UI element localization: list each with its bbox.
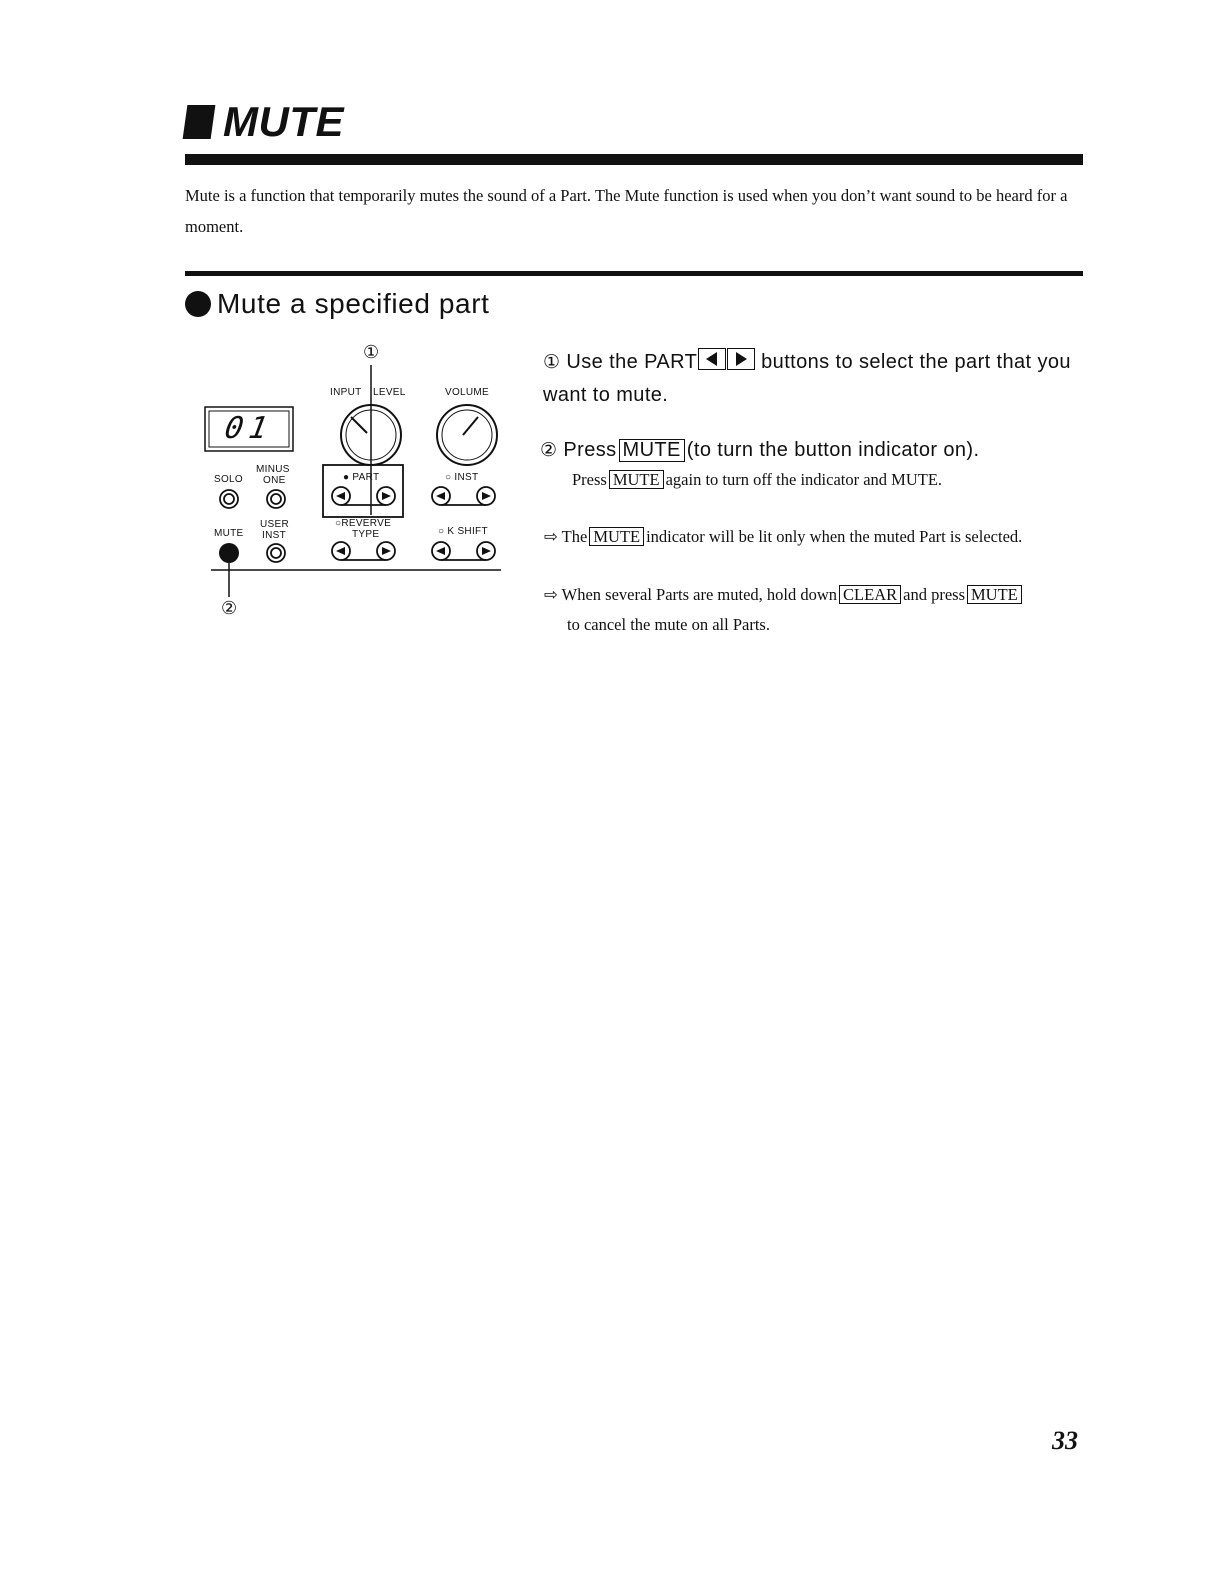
label-one: ONE xyxy=(263,475,286,486)
arrow-icon: ⇨ xyxy=(544,585,558,604)
step-2 xyxy=(540,434,1088,467)
note-2-mid: and press xyxy=(903,585,965,604)
mute-key-note[interactable]: MUTE xyxy=(609,470,664,489)
mute-key-note-2[interactable]: MUTE xyxy=(967,585,1022,604)
label-user: USER xyxy=(260,519,289,530)
label-user-inst: INST xyxy=(262,530,286,541)
note-1-pre: The xyxy=(561,527,588,546)
step-2-note-pre: Press xyxy=(572,470,607,489)
step-1 xyxy=(543,346,1088,411)
page-number: 33 xyxy=(1052,1426,1078,1455)
step-2-note-post: again to turn off the indicator and MUTE. xyxy=(665,470,943,489)
title-square-icon xyxy=(183,105,216,139)
step-2-note xyxy=(572,465,1092,494)
title-rule xyxy=(185,154,1083,165)
part-right-button[interactable] xyxy=(727,348,755,370)
mute-key[interactable]: MUTE xyxy=(619,439,685,462)
label-kshift: ○ K SHIFT xyxy=(438,526,488,537)
page-title-text: MUTE xyxy=(223,98,344,145)
step-1-pre: Use the PART xyxy=(566,351,698,373)
intro-paragraph: Mute is a function that temporarily mutes the sound of a Part. The Mute function is used when you don’t want sound to be heard for a moment. xyxy=(185,186,1068,236)
step-2-pre: Press xyxy=(563,439,617,461)
label-inst: ○ INST xyxy=(445,472,479,483)
left-triangle-icon xyxy=(706,352,717,366)
led-display: 01 xyxy=(221,411,277,446)
note-2-pre: When several Parts are muted, hold down xyxy=(561,585,838,604)
section-title-text: Mute a specified part xyxy=(217,288,490,319)
note-1 xyxy=(544,522,1089,551)
step-2-number: ② xyxy=(540,440,558,461)
label-part: ● PART xyxy=(343,472,380,483)
step-2-post: (to turn the button indicator on). xyxy=(686,439,980,461)
note-1-post: indicator will be lit only when the muted Part is selected. xyxy=(646,527,1023,546)
label-level: LEVEL xyxy=(373,387,406,398)
callout-2: ② xyxy=(221,598,238,618)
callout-1: ① xyxy=(363,342,380,362)
label-input: INPUT xyxy=(330,387,362,398)
section-title xyxy=(185,288,490,320)
arrow-icon: ⇨ xyxy=(544,527,558,546)
step-1-post: buttons to select the part that you want to mute. xyxy=(543,351,1071,406)
label-minus: MINUS xyxy=(256,464,290,475)
section-rule xyxy=(185,271,1083,276)
note-2-continued: to cancel the mute on all Parts. xyxy=(567,615,770,634)
clear-key[interactable]: CLEAR xyxy=(839,585,901,604)
label-mute: MUTE xyxy=(214,528,244,539)
bullet-dot-icon xyxy=(185,291,211,317)
step-1-number: ① xyxy=(543,352,561,373)
part-left-button[interactable] xyxy=(698,348,726,370)
panel-diagram xyxy=(195,335,515,635)
label-volume: VOLUME xyxy=(445,387,490,398)
label-solo: SOLO xyxy=(214,474,243,485)
mute-indicator-lit-icon xyxy=(219,543,239,563)
note-2 xyxy=(544,580,1089,609)
label-reverve: ○REVERVE xyxy=(335,518,392,529)
right-triangle-icon xyxy=(736,352,747,366)
label-type: TYPE xyxy=(352,529,380,540)
mute-key-note-1[interactable]: MUTE xyxy=(589,527,644,546)
page-title xyxy=(185,98,344,146)
panel-diagram-svg xyxy=(195,335,515,635)
